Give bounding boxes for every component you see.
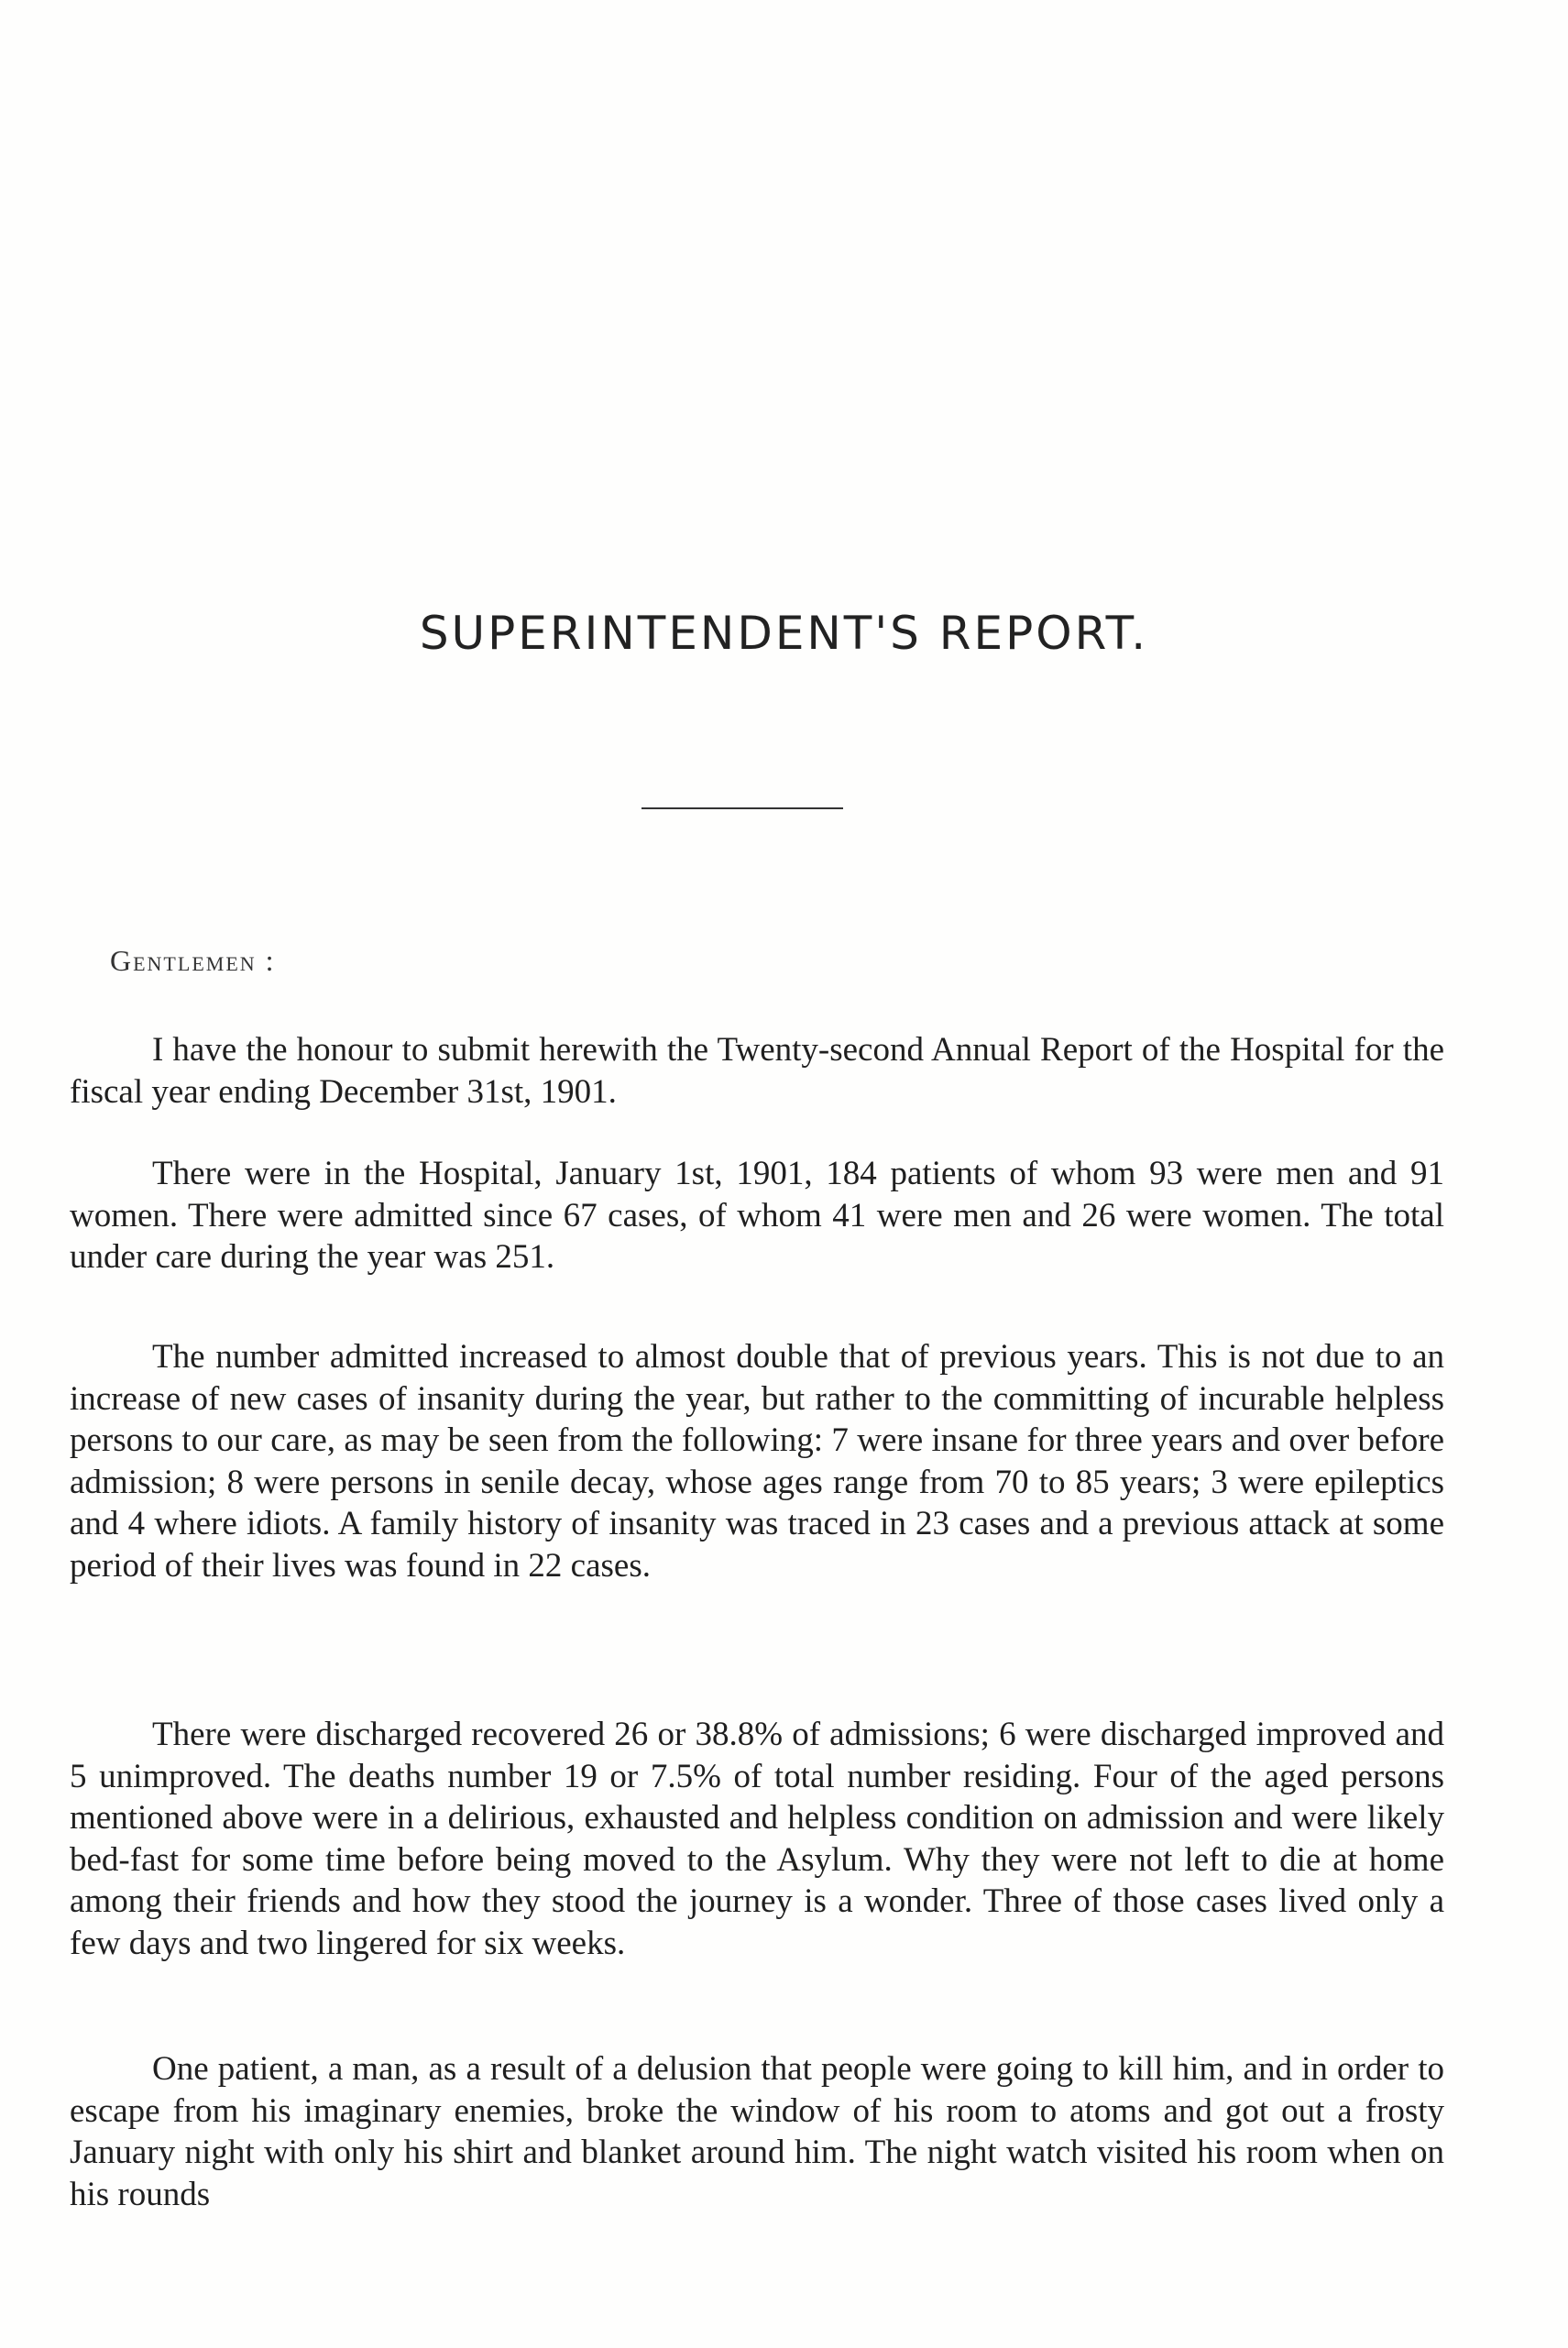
- title-divider: [641, 807, 843, 809]
- paragraph-4: There were discharged recovered 26 or 38.8% of admissions; 6 were discharged improved and 5 unimproved. The deaths number 19 or 7.5% of total number residing. Four of the aged persons mentioned above were in a delirious, exhausted and helpless condition on admission and were likely bed-fast for some time before being moved to the Asylum. Why they were not left to die at home among their friends and how they stood the journey is a wonder. Three of those cases lived only a few days and two lingered for six weeks.: [70, 1716, 1444, 1962]
- salutation: Gentlemen :: [110, 944, 276, 977]
- paragraph-2: There were in the Hospital, January 1st, 1901, 184 patients of whom 93 were men and 91 women. There were admitted since 67 cases, of whom 41 were men and 26 were women. The total under care during the year was 251.: [70, 1155, 1444, 1276]
- paragraph-3: The number admitted increased to almost double that of previous years. This is not due to an increase of new cases of insanity during the year, but rather to the committing of incurable helpless persons to our care, as may be seen from the following: 7 were insane for three years and over before admission; 8 were persons in senile decay, whose ages range from 70 to 85 years; 3 were epileptics and 4 where idiots. A family history of insanity was traced in 23 cases and a previous attack at some period of their lives was found in 22 cases.: [70, 1338, 1444, 1585]
- paragraph-5: One patient, a man, as a result of a delusion that people were going to kill him, and in order to escape from his imaginary enemies, broke the window of his room to atoms and got out a frosty January night with only his shirt and blanket around him. The night watch visited his room when on his rounds: [70, 2050, 1444, 2213]
- paragraph-1: I have the honour to submit herewith the Twenty-second Annual Report of the Hospital for the fiscal year ending December 31st, 1901.: [70, 1031, 1444, 1111]
- report-title: SUPERINTENDENT'S REPORT.: [419, 607, 1149, 660]
